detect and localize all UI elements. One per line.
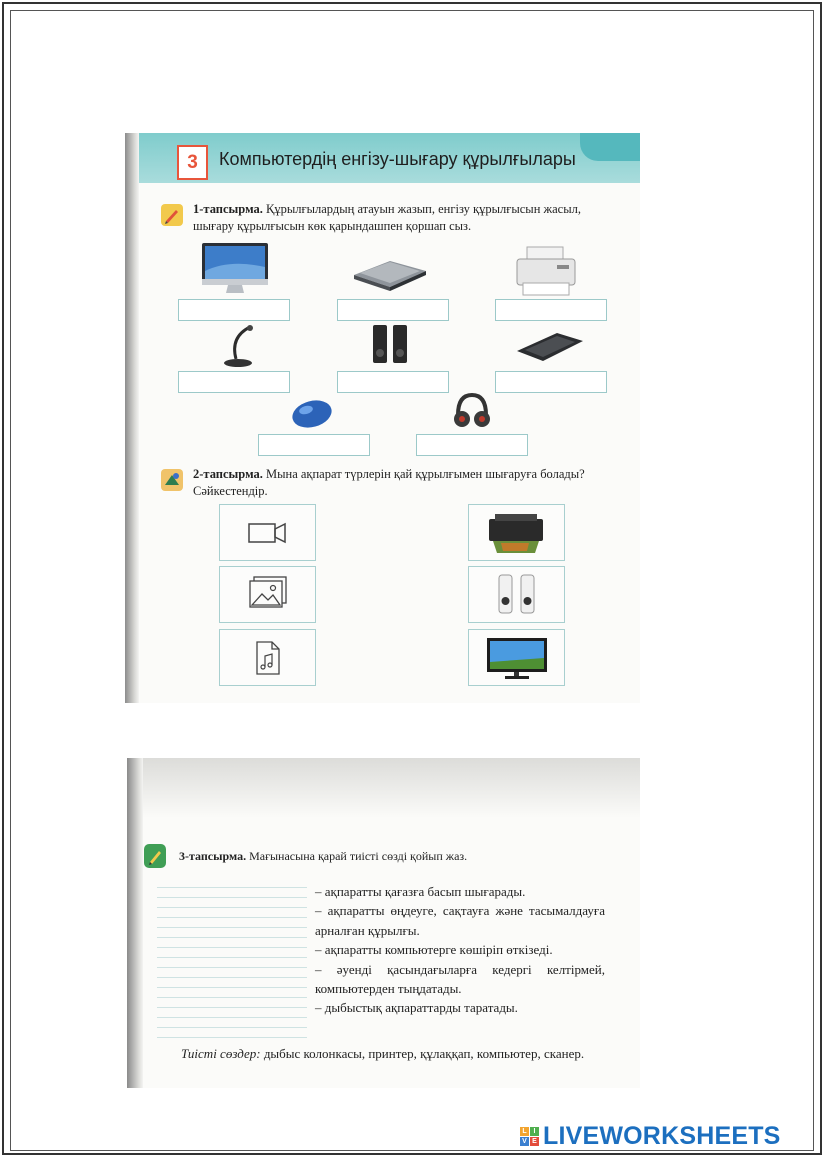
definition-1: – ақпаратты қағазға басып шығарады. [315,884,526,899]
answer-lines[interactable] [157,878,307,1038]
definition-4: – әуенді қасындағыларға кедергі келтірмей, компьютерден тыңдатады. [315,961,605,997]
answer-box-monitor[interactable] [178,299,290,321]
white-speakers-image [469,567,564,622]
logo-text: LIVEWORKSHEETS [543,1121,781,1150]
task1-label: 1-тапсырма. [193,202,263,216]
task3-label: 3-тапсырма. [179,849,247,863]
task2-icon [161,469,183,491]
match-image[interactable] [219,566,316,623]
page-top-shadow [127,758,640,818]
microphone-image [220,323,260,369]
image-gallery-icon [220,567,315,622]
definition-2: – ақпаратты өңдеуге, сақтауға және тасымалдауға арналған құрылғы. [315,903,605,938]
logo-squares-icon: L I V E [520,1127,539,1146]
book-spine-shadow [127,758,143,1088]
match-monitor[interactable] [468,629,565,686]
speakers-image [370,321,410,367]
printer-image [513,243,579,299]
task3-instruction [179,849,467,864]
keyboard-image [513,329,585,365]
task2-label: 2-тапсырма. [193,467,263,481]
answer-box-microphone[interactable] [178,371,290,393]
match-video[interactable] [219,504,316,561]
monitor-image [200,241,270,297]
lesson-title: Компьютердің енгізу-шығару құрылғылары [219,149,576,169]
word-bank [157,1044,612,1063]
textbook-page-1 [125,133,640,703]
book-spine-shadow [125,133,139,703]
monitor-display-image [469,630,564,685]
task3-text: Мағынасына қарай тиісті сөзді қойып жаз. [249,849,468,863]
task2-text: Мына ақпарат түрлерін қай құрылғымен шығаруға болады? Сәйкестендір. [193,467,585,498]
task1-instruction [193,201,618,235]
answer-box-speakers[interactable] [337,371,449,393]
scanner-image [350,253,430,293]
task2-instruction [193,466,618,500]
match-photo-printer[interactable] [468,504,565,561]
mouse-image [288,398,336,430]
definition-3: – ақпаратты компьютерге көшіріп өткізеді. [315,942,553,958]
headphones-image [450,389,494,433]
pencil-icon [161,204,183,226]
word-bank-words: дыбыс колонкасы, принтер, құлаққап, компьютер, сканер. [263,1046,585,1061]
task3-definitions [315,882,605,1018]
textbook-page-2 [127,758,640,1088]
definition-5: – дыбыстық ақпараттарды таратады. [315,1000,518,1016]
lesson-number: 3 [177,145,208,180]
match-speakers[interactable] [468,566,565,623]
header-decoration [580,133,640,161]
video-camera-icon [220,505,315,560]
pencil-icon [144,844,166,868]
answer-box-keyboard[interactable] [495,371,607,393]
photo-printer-image [469,505,564,560]
task1-text: Құрылғылардың атауын жазып, енгізу құрылғысын жасыл, шығару құрылғысын көк қарындашпен қоршап сыз. [193,202,581,233]
audio-file-icon [220,630,315,685]
liveworksheets-logo [520,1121,781,1151]
word-bank-label: Тиісті сөздер: [181,1046,261,1061]
match-audio[interactable] [219,629,316,686]
answer-box-printer[interactable] [495,299,607,321]
answer-box-headphones[interactable] [416,434,528,456]
answer-box-mouse[interactable] [258,434,370,456]
answer-box-scanner[interactable] [337,299,449,321]
